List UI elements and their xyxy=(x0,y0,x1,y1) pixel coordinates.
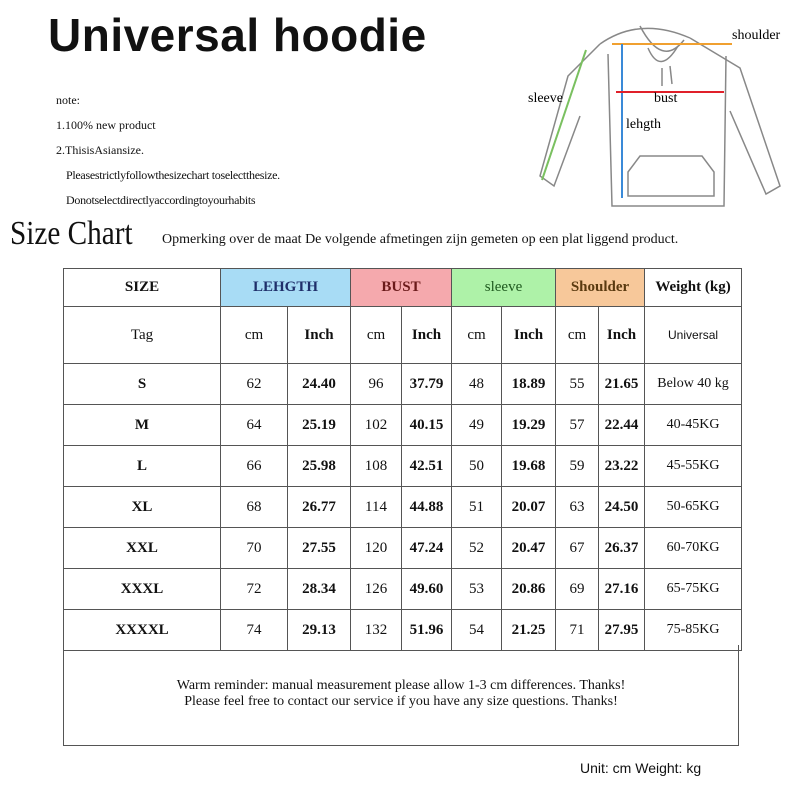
cell-shoulder-cm: 57 xyxy=(556,405,599,446)
subheader-unit: cm xyxy=(556,307,599,364)
cell-shoulder-cm: 63 xyxy=(556,487,599,528)
cell-sleeve-inch: 20.86 xyxy=(502,569,556,610)
table-row xyxy=(64,364,742,405)
cell-sleeve-cm: 54 xyxy=(452,610,502,651)
table-row xyxy=(64,446,742,487)
cell-shoulder-inch: 26.37 xyxy=(599,528,645,569)
cell-bust-cm: 132 xyxy=(351,610,402,651)
cell-size: XXXXL xyxy=(64,610,221,651)
cell-length-inch: 28.34 xyxy=(288,569,351,610)
cell-sleeve-inch: 18.89 xyxy=(502,364,556,405)
table-subheader-row xyxy=(64,307,742,364)
cell-length-cm: 74 xyxy=(221,610,288,651)
cell-sleeve-cm: 51 xyxy=(452,487,502,528)
cell-length-cm: 72 xyxy=(221,569,288,610)
subheader-unit: Inch xyxy=(599,307,645,364)
table-body xyxy=(64,364,742,651)
cell-sleeve-inch: 21.25 xyxy=(502,610,556,651)
header-size: SIZE xyxy=(64,269,221,307)
bust-label: bust xyxy=(654,91,678,106)
cell-length-inch: 26.77 xyxy=(288,487,351,528)
shoulder-label: shoulder xyxy=(732,28,781,43)
cell-bust-cm: 120 xyxy=(351,528,402,569)
cell-bust-cm: 114 xyxy=(351,487,402,528)
cell-length-cm: 68 xyxy=(221,487,288,528)
subheader-unit: cm xyxy=(351,307,402,364)
cell-bust-inch: 51.96 xyxy=(402,610,452,651)
cell-shoulder-inch: 23.22 xyxy=(599,446,645,487)
cell-weight: 75-85KG xyxy=(645,610,742,651)
cell-shoulder-cm: 55 xyxy=(556,364,599,405)
page-title: Universal hoodie xyxy=(48,9,427,61)
cell-sleeve-cm: 52 xyxy=(452,528,502,569)
cell-shoulder-cm: 71 xyxy=(556,610,599,651)
unit-note: Unit: cm Weight: kg xyxy=(580,760,702,776)
cell-shoulder-inch: 27.95 xyxy=(599,610,645,651)
cell-weight: Below 40 kg xyxy=(645,364,742,405)
subheader-unit: cm xyxy=(452,307,502,364)
size-chart-heading: Size Chart xyxy=(10,215,133,252)
table-row xyxy=(64,405,742,446)
cell-sleeve-inch: 20.47 xyxy=(502,528,556,569)
header-shoulder: Shoulder xyxy=(556,269,645,307)
table-row xyxy=(64,487,742,528)
cell-bust-inch: 42.51 xyxy=(402,446,452,487)
cell-length-inch: 24.40 xyxy=(288,364,351,405)
header-bust: BUST xyxy=(351,269,452,307)
cell-weight: 50-65KG xyxy=(645,487,742,528)
header-length: LEHGTH xyxy=(221,269,351,307)
subheader-tag: Tag xyxy=(64,307,221,364)
cell-shoulder-cm: 69 xyxy=(556,569,599,610)
cell-bust-inch: 44.88 xyxy=(402,487,452,528)
cell-sleeve-cm: 48 xyxy=(452,364,502,405)
reminder-line: Warm reminder: manual measurement please allow 1-3 cm differences. Thanks! xyxy=(176,678,626,693)
table-row xyxy=(64,569,742,610)
cell-sleeve-cm: 53 xyxy=(452,569,502,610)
note-line: 2.ThisisAsiansize. xyxy=(56,143,144,157)
product-notes xyxy=(56,88,280,213)
cell-shoulder-inch: 21.65 xyxy=(599,364,645,405)
header-weight: Weight (kg) xyxy=(645,269,742,307)
cell-shoulder-inch: 22.44 xyxy=(599,405,645,446)
subheader-unit: Inch xyxy=(402,307,452,364)
cell-sleeve-cm: 49 xyxy=(452,405,502,446)
cell-shoulder-inch: 24.50 xyxy=(599,487,645,528)
cell-sleeve-inch: 19.29 xyxy=(502,405,556,446)
cell-length-cm: 62 xyxy=(221,364,288,405)
cell-bust-inch: 40.15 xyxy=(402,405,452,446)
cell-size: L xyxy=(64,446,221,487)
subheader-unit: Inch xyxy=(288,307,351,364)
cell-size: S xyxy=(64,364,221,405)
cell-bust-inch: 49.60 xyxy=(402,569,452,610)
cell-bust-cm: 108 xyxy=(351,446,402,487)
cell-sleeve-inch: 19.68 xyxy=(502,446,556,487)
cell-bust-cm: 126 xyxy=(351,569,402,610)
note-line: 1.100% new product xyxy=(56,118,156,132)
cell-weight: 40-45KG xyxy=(645,405,742,446)
cell-length-cm: 66 xyxy=(221,446,288,487)
cell-bust-cm: 102 xyxy=(351,405,402,446)
cell-length-inch: 27.55 xyxy=(288,528,351,569)
hoodie-measurement-diagram xyxy=(520,16,800,216)
cell-length-inch: 29.13 xyxy=(288,610,351,651)
cell-length-cm: 64 xyxy=(221,405,288,446)
cell-bust-inch: 47.24 xyxy=(402,528,452,569)
length-label: lehgth xyxy=(626,117,661,132)
cell-length-inch: 25.98 xyxy=(288,446,351,487)
table-row xyxy=(64,528,742,569)
cell-size: XL xyxy=(64,487,221,528)
cell-shoulder-cm: 67 xyxy=(556,528,599,569)
cell-size: XXL xyxy=(64,528,221,569)
cell-size: M xyxy=(64,405,221,446)
header-sleeve: sleeve xyxy=(452,269,556,307)
note-heading: note: xyxy=(56,93,80,107)
note-line: Donotselectdirectlyaccordingtoyourhabits xyxy=(66,193,256,207)
size-chart-table xyxy=(63,268,742,651)
subheader-unit: cm xyxy=(221,307,288,364)
cell-length-cm: 70 xyxy=(221,528,288,569)
cell-shoulder-inch: 27.16 xyxy=(599,569,645,610)
cell-weight: 45-55KG xyxy=(645,446,742,487)
cell-bust-cm: 96 xyxy=(351,364,402,405)
table-header-row xyxy=(64,269,742,307)
cell-weight: 65-75KG xyxy=(645,569,742,610)
note-line: Pleasestrictlyfollowthesizechart toselectthesize. xyxy=(66,168,280,182)
sleeve-label: sleeve xyxy=(528,91,563,106)
cell-length-inch: 25.19 xyxy=(288,405,351,446)
cell-size: XXXL xyxy=(64,569,221,610)
cell-sleeve-inch: 20.07 xyxy=(502,487,556,528)
subheader-unit: Inch xyxy=(502,307,556,364)
hoodie-outline-icon xyxy=(540,26,780,206)
cell-weight: 60-70KG xyxy=(645,528,742,569)
cell-sleeve-cm: 50 xyxy=(452,446,502,487)
cell-shoulder-cm: 59 xyxy=(556,446,599,487)
reminder-line: Please feel free to contact our service if you have any size questions. Thanks! xyxy=(184,694,618,709)
reminder-box xyxy=(63,645,739,746)
subheader-universal: Universal xyxy=(645,307,742,364)
size-chart-note: Opmerking over de maat De volgende afmetingen zijn gemeten op een plat liggend product. xyxy=(162,232,679,247)
cell-bust-inch: 37.79 xyxy=(402,364,452,405)
